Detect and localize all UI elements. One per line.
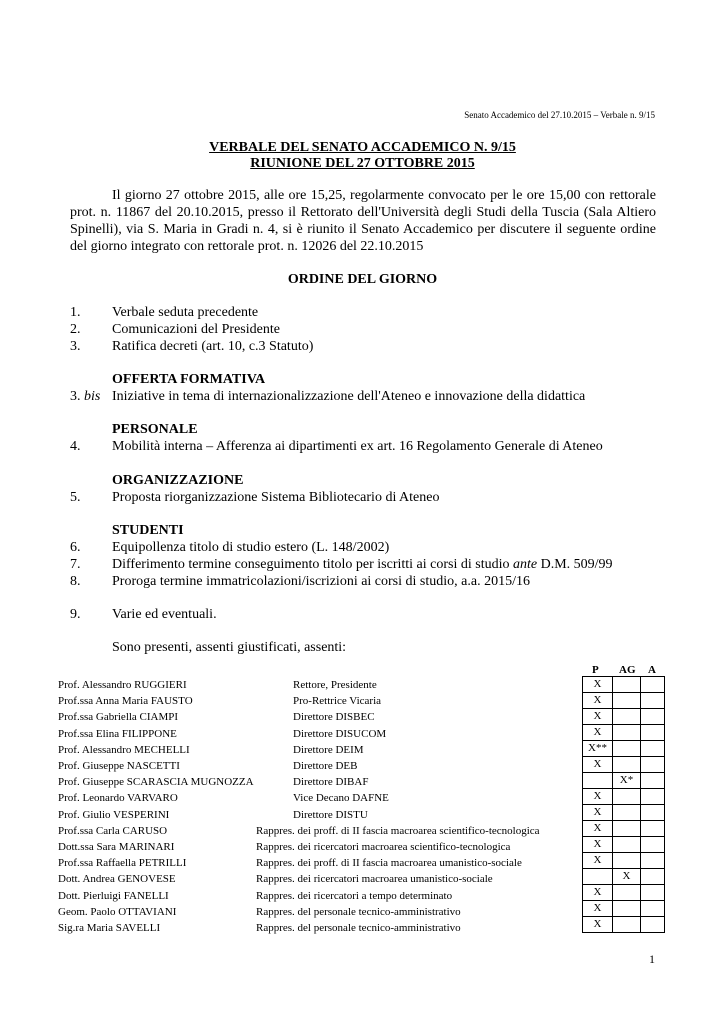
agenda-item-text-c: D.M. 509/99 [537,557,613,572]
cell-justified: X* [613,773,641,789]
cell-justified [613,837,641,853]
agenda-item-text: Mobilità interna – Afferenza ai dipartimenti ex art. 16 Regolamento Generale di Ateneo [112,439,603,454]
cell-absent [641,677,665,693]
cell-absent [641,741,665,757]
member-name: Prof.ssa Anna Maria FAUSTO [58,695,193,708]
agenda-item-text-ante: ante [513,557,538,572]
member-role: Direttore DISUCOM [293,727,387,740]
agenda-item-text: Proroga termine immatricolazioni/iscrizioni ai corsi di studio, a.a. 2015/16 [112,574,530,589]
member-name: Sig.ra Maria SAVELLI [58,922,161,934]
agenda-item-number-bis: bis [84,389,101,404]
member-role: Direttore DEB [293,760,358,772]
cell-absent [641,709,665,725]
grid-row [583,757,665,773]
cell-justified [613,821,641,837]
member-role: Direttore DEIM [293,743,364,756]
cell-present: X [583,709,613,725]
attendance-grid [582,676,665,933]
member-role: Rappres. dei ricercatori macroarea umanistico-sociale [256,873,493,886]
cell-absent [641,869,665,885]
agenda-item-text: Verbale seduta precedente [112,305,259,320]
member-name: Prof.ssa Elina FILIPPONE [58,727,177,740]
member-role: Direttore DIBAF [293,776,369,789]
agenda-item-text: Equipollenza titolo di studio estero (L. 148/2002) [112,540,390,555]
member-role: Direttore DISTU [293,808,368,821]
cell-justified [613,677,641,693]
cell-present: X** [583,741,613,757]
agenda-item-text: Comunicazioni del Presidente [112,322,280,337]
cell-present: X [583,837,613,853]
member-name: Dott. Pierluigi FANELLI [58,889,169,902]
member-role: Rappres. del personale tecnico-amministrativo [256,905,461,918]
section-heading-studenti: STUDENTI [112,523,184,538]
grid-row [583,917,665,933]
cell-present: X [583,805,613,821]
cell-present: X [583,901,613,917]
grid-row [583,773,665,789]
column-header-ag: AG [619,664,636,676]
page-number: 1 [649,952,655,966]
agenda-item-number: 5. [70,490,81,505]
member-name: Prof. Giulio VESPERINI [58,808,170,821]
agenda-item-number [70,389,100,405]
agenda-heading: ORDINE DEL GIORNO [287,272,438,287]
cell-justified [613,725,641,741]
grid-row [583,693,665,709]
agenda-item-number: 7. [70,557,81,572]
agenda-item-number: 1. [70,305,81,320]
cell-absent [641,821,665,837]
running-header: Senato Accademico del 27.10.2015 – Verbale n. 9/15 [464,110,655,120]
cell-justified [613,901,641,917]
grid-row [583,725,665,741]
grid-row [583,709,665,725]
agenda-item-text [112,557,613,573]
agenda-item-number: 8. [70,574,81,589]
grid-row [583,821,665,837]
cell-absent [641,901,665,917]
agenda-item-number: 3. [70,339,81,354]
member-name: Geom. Paolo OTTAVIANI [58,905,177,918]
column-header-a: A [648,664,656,676]
member-role: Vice Decano DAFNE [293,792,389,805]
cell-absent [641,773,665,789]
cell-justified [613,917,641,933]
section-heading-offerta: OFFERTA FORMATIVA [112,372,266,387]
column-header-p: P [592,664,599,676]
grid-row [583,885,665,901]
member-name: Dott. Andrea GENOVESE [58,873,176,886]
grid-row [583,869,665,885]
agenda-item-number-base: 3. [70,389,84,404]
agenda-item-text: Iniziative in tema di internazionalizzazione dell'Ateneo e innovazione della didattica [112,389,586,404]
grid-row [583,789,665,805]
member-role: Rappres. del personale tecnico-amministrativo [256,922,461,934]
member-name: Prof.ssa Gabriella CIAMPI [58,711,179,724]
cell-justified: X [613,869,641,885]
member-name: Prof. Giuseppe NASCETTI [58,760,180,772]
cell-justified [613,757,641,773]
agenda-item-text: Proposta riorganizzazione Sistema Bibliotecario di Ateneo [112,490,440,505]
member-name: Prof.ssa Carla CARUSO [58,824,168,837]
document-title: VERBALE DEL SENATO ACCADEMICO N. 9/15 [209,140,516,155]
cell-justified [613,693,641,709]
cell-present [583,869,613,885]
cell-justified [613,805,641,821]
cell-absent [641,757,665,773]
cell-absent [641,805,665,821]
cell-present: X [583,917,613,933]
member-role: Rettore, Presidente [293,679,377,691]
cell-present: X [583,693,613,709]
cell-absent [641,917,665,933]
cell-present: X [583,789,613,805]
member-name: Prof. Giuseppe SCARASCIA MUGNOZZA [58,776,254,789]
grid-row [583,901,665,917]
document-subtitle: RIUNIONE DEL 27 OTTOBRE 2015 [250,156,475,171]
cell-absent [641,693,665,709]
cell-absent [641,725,665,741]
agenda-item-number: 4. [70,439,81,454]
grid-row [583,805,665,821]
grid-row [583,837,665,853]
cell-justified [613,741,641,757]
cell-absent [641,885,665,901]
cell-present: X [583,885,613,901]
cell-present: X [583,821,613,837]
attendance-intro: Sono presenti, assenti giustificati, assenti: [112,640,347,655]
intro-paragraph-text: Il giorno 27 ottobre 2015, alle ore 15,25, regolarmente convocato per le ore 15,00 con rettorale prot. n. 11867 del 20.10.2015, presso il Rettorato dell'Università degli Studi della Tuscia (Sala Altiero Spinelli), via S. Maria in Gradi n. 4, si è riunito il Senato Accademico per discutere il seguente ordine del giorno integrato con rettorale prot. n. 12026 del 22.10.2015 [70,188,656,254]
agenda-item-text: Varie ed eventuali. [112,607,217,622]
member-name: Dott.ssa Sara MARINARI [58,841,175,853]
member-role: Direttore DISBEC [293,711,375,724]
cell-present: X [583,757,613,773]
agenda-item-text: Ratifica decreti (art. 10, c.3 Statuto) [112,339,314,354]
member-role: Rappres. dei proff. di II fascia macroarea scientifico-tecnologica [256,824,540,837]
cell-justified [613,709,641,725]
cell-justified [613,789,641,805]
section-heading-organizzazione: ORGANIZZAZIONE [112,473,244,488]
intro-paragraph [70,187,656,255]
member-role: Pro-Rettrice Vicaria [293,695,382,708]
agenda-item-text-a: Differimento termine conseguimento titolo per iscritti ai corsi di studio [112,557,513,572]
member-name: Prof.ssa Raffaella PETRILLI [58,857,187,870]
agenda-item-number: 9. [70,607,81,622]
cell-absent [641,789,665,805]
member-name: Prof. Alessandro MECHELLI [58,743,190,756]
cell-present: X [583,853,613,869]
cell-justified [613,853,641,869]
agenda-item-number: 6. [70,540,81,555]
member-role: Rappres. dei proff. di II fascia macroarea umanistico-sociale [256,857,522,870]
member-role: Rappres. dei ricercatori macroarea scientifico-tecnologica [256,841,511,853]
member-name: Prof. Leonardo VARVARO [58,792,178,805]
cell-present: X [583,677,613,693]
member-role: Rappres. dei ricercatori a tempo determinato [256,889,453,902]
grid-row [583,741,665,757]
cell-present [583,773,613,789]
member-name: Prof. Alessandro RUGGIERI [58,679,187,691]
section-heading-personale: PERSONALE [112,422,198,437]
grid-row [583,853,665,869]
cell-present: X [583,725,613,741]
grid-row [583,677,665,693]
agenda-item-number: 2. [70,322,81,337]
cell-absent [641,853,665,869]
cell-absent [641,837,665,853]
cell-justified [613,885,641,901]
